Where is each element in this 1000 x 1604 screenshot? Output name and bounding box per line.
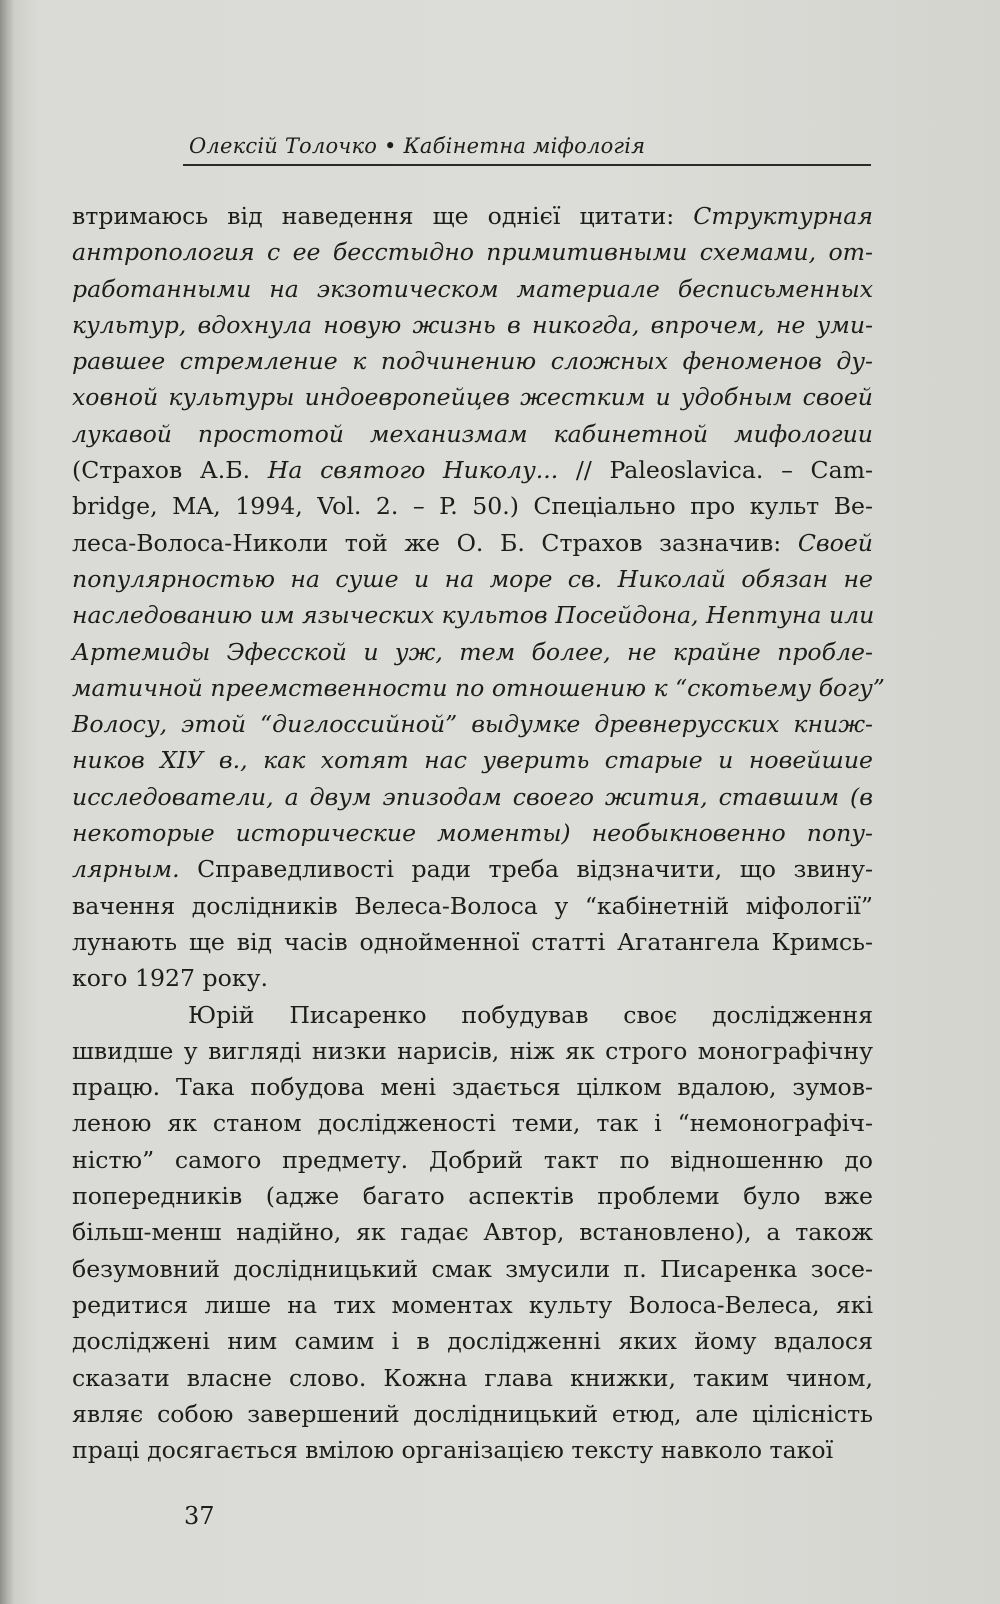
text-segment: Справедливості ради треба відзначити, що звину- [179, 855, 873, 884]
text-line [72, 561, 873, 597]
text-segment: леса-Волоса-Николи той же О. Б. Страхов зазначив: [72, 528, 798, 557]
text-segment: досліджені ним самим і в дослідженні яких йому вдалося [72, 1327, 873, 1356]
text-line [72, 1323, 873, 1359]
italic-quote-segment: ховной культуры индоевропейцев жестким и удобным своей [72, 383, 873, 412]
text-line [72, 525, 873, 561]
text-segment: безумовний дослідницький смак змусили п. Писаренка зосе- [72, 1254, 873, 1283]
italic-quote-segment: лярным. [72, 855, 180, 884]
text-line [72, 416, 873, 452]
text-segment: // Paleoslavica. – Cam- [558, 456, 873, 485]
text-line [72, 307, 873, 343]
italic-quote-segment: культур, вдохнула новую жизнь в никогда, впрочем, не уми- [72, 310, 873, 339]
text-line [72, 1178, 873, 1214]
text-line [72, 851, 873, 887]
italic-quote-segment: Артемиды Эфесской и уж, тем более, не крайне пробле- [72, 637, 873, 666]
italic-quote-segment: антропология с ее бесстыдно примитивными схемами, от- [72, 238, 873, 267]
italic-quote-segment: На святого Николу... [267, 456, 559, 485]
text-line [72, 1287, 873, 1323]
text-line [72, 234, 873, 270]
italic-quote-segment: Своей [797, 528, 873, 557]
body-text [72, 198, 885, 1468]
text-segment: працю. Така побудова мені здається цілком вдалою, зумов- [72, 1073, 873, 1102]
text-segment: ністю” самого предмету. Добрий такт по відношенню до [72, 1145, 873, 1174]
text-line [72, 779, 873, 815]
text-segment: швидше у вигляді низки нарисів, ніж як строго монографічну [72, 1036, 873, 1065]
text-segment: попередників (адже багато аспектів проблеми було вже [72, 1182, 873, 1211]
text-line [72, 1251, 873, 1287]
book-gutter-shadow [0, 0, 14, 1604]
text-segment: кого 1927 року. [72, 964, 268, 993]
text-line [72, 742, 873, 778]
text-line [72, 960, 873, 996]
text-segment: Юрій Писаренко побудував своє дослідження [188, 1000, 873, 1029]
text-segment: редитися лише на тих моментах культу Волоса-Велеса, які [72, 1290, 873, 1319]
text-line [72, 888, 873, 924]
text-line [72, 815, 873, 851]
text-line [72, 452, 873, 488]
text-segment: (Страхов А.Б. [72, 456, 268, 485]
text-segment: втримаюсь від наведення ще однієї цитати: [72, 202, 694, 230]
text-segment: праці досягається вмілою організацією тексту навколо такої [72, 1436, 834, 1465]
text-segment: більш-менш надійно, як гадає Автор, встановлено), а також [72, 1218, 873, 1247]
text-line [72, 271, 873, 307]
text-line [72, 997, 873, 1033]
text-line [72, 1142, 873, 1178]
italic-quote-segment: наследованию им языческих культов Посейдона, Нептуна или [72, 601, 875, 630]
italic-quote-segment: Волосу, этой “диглоссийной” выдумке древнерусских книж- [72, 710, 873, 739]
italic-quote-segment: матичной преемственности по отношению к “скотьему богу” [72, 673, 885, 702]
italic-quote-segment: лукавой простотой механизмам кабинетной мифологии [72, 419, 873, 448]
text-line [72, 1432, 873, 1468]
italic-quote-segment: работанными на экзотическом материале бесписьменных [72, 274, 873, 303]
running-head-title: Олексій Толочко • Кабінетна міфологія [189, 134, 646, 158]
text-line [72, 198, 873, 234]
text-segment: bridge, MA, 1994, Vol. 2. – P. 50.) Спеціально про культ Ве- [72, 492, 873, 521]
text-segment: леною як станом дослідженості теми, так і “немонографіч- [72, 1109, 873, 1138]
running-header [183, 134, 871, 166]
text-line [72, 1360, 873, 1396]
italic-quote-segment: популярностью на суше и на море св. Николай обязан не [72, 564, 873, 593]
text-line [72, 634, 873, 670]
text-line [72, 1033, 873, 1069]
text-segment: сказати власне слово. Кожна глава книжки, таким чином, [72, 1363, 873, 1392]
text-line [72, 597, 873, 633]
text-line [72, 1396, 873, 1432]
text-line [72, 488, 873, 524]
italic-quote-segment: некоторые исторические моменты) необыкновенно попу- [72, 819, 873, 848]
text-line [72, 1214, 873, 1250]
text-line [72, 1105, 873, 1141]
text-line [72, 924, 873, 960]
italic-quote-segment: исследователи, а двум эпизодам своего жития, ставшим (в [72, 782, 873, 811]
text-line [72, 706, 873, 742]
italic-quote-segment: ников XIУ в., как хотят нас уверить старые и новейшие [72, 746, 873, 775]
text-line [72, 1069, 873, 1105]
italic-quote-segment: равшее стремление к подчинению сложных феноменов ду- [72, 347, 873, 376]
header-rule [183, 164, 871, 166]
italic-quote-segment: Структурная [693, 202, 873, 230]
text-segment: лунають ще від часів однойменної статті Агатангела Кримсь- [72, 927, 873, 956]
text-line [72, 343, 873, 379]
text-segment: вачення дослідників Велеса-Волоса у “кабінетній міфології” [72, 891, 873, 920]
text-line [72, 670, 885, 706]
page-number: 37 [184, 1502, 215, 1530]
text-segment: являє собою завершений дослідницький етюд, але цілісність [72, 1399, 873, 1428]
text-line [72, 379, 873, 415]
